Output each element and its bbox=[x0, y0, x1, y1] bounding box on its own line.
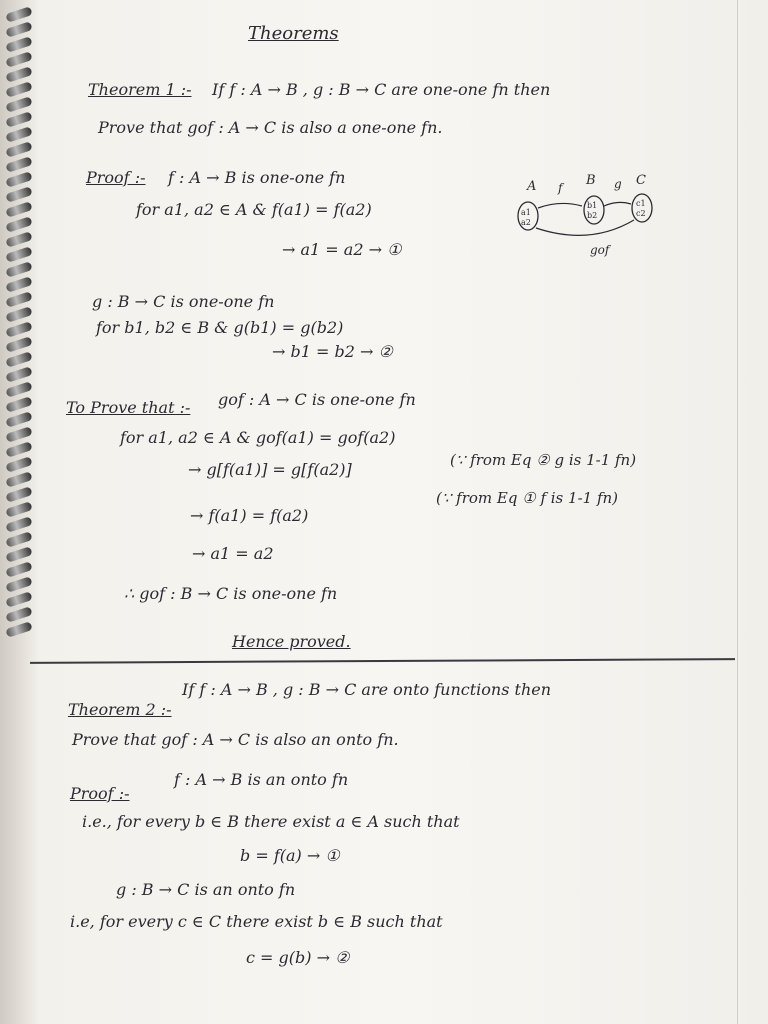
spiral-hole bbox=[5, 156, 33, 173]
diagram-set-b: B bbox=[586, 173, 596, 188]
spiral-hole bbox=[5, 261, 33, 278]
diagram-c2: c2 bbox=[636, 209, 646, 218]
spiral-hole bbox=[5, 531, 33, 548]
spiral-hole bbox=[5, 126, 33, 143]
proof-2-label: Proof :- bbox=[70, 784, 130, 803]
diagram-a2: a2 bbox=[521, 218, 531, 227]
to-prove-line-4: → f(a1) = f(a2) bbox=[190, 506, 309, 525]
spiral-hole bbox=[5, 336, 33, 353]
proof-1-line-4: g : B → C is one-one fn bbox=[92, 292, 275, 311]
spiral-hole bbox=[5, 471, 33, 488]
spiral-hole bbox=[5, 141, 33, 158]
proof-1-line-6: → b1 = b2 → ② bbox=[272, 342, 393, 361]
spiral-hole bbox=[5, 276, 33, 293]
theorem-1-statement-b: Prove that gof : A → C is also a one-one fn. bbox=[98, 118, 443, 137]
spiral-hole bbox=[5, 36, 33, 53]
spiral-binding bbox=[0, 0, 40, 1024]
spiral-hole bbox=[5, 246, 33, 263]
spiral-hole bbox=[5, 366, 33, 383]
diagram-set-a: A bbox=[527, 179, 537, 194]
diagram-map-f: f bbox=[558, 181, 563, 195]
spiral-hole bbox=[5, 306, 33, 323]
proof-2-line-1: f : A → B is an onto fn bbox=[174, 770, 349, 789]
proof-1-line-2: for a1, a2 ∈ A & f(a1) = f(a2) bbox=[136, 200, 372, 219]
proof-2-line-2: i.e., for every b ∈ B there exist a ∈ A such that bbox=[82, 812, 460, 831]
diagram-arrow-g bbox=[604, 202, 631, 206]
spiral-hole bbox=[5, 66, 33, 83]
spiral-hole bbox=[5, 201, 33, 218]
spiral-hole bbox=[5, 171, 33, 188]
section-divider bbox=[30, 658, 735, 664]
diagram-arrow-gof bbox=[536, 220, 634, 235]
spiral-hole bbox=[5, 6, 33, 23]
spiral-hole bbox=[5, 591, 33, 608]
spiral-hole bbox=[5, 516, 33, 533]
spiral-hole bbox=[5, 606, 33, 623]
diagram-b2: b2 bbox=[587, 211, 598, 220]
spiral-hole bbox=[5, 351, 33, 368]
to-prove-line-3: → g[f(a1)] = g[f(a2)] bbox=[188, 460, 352, 479]
theorem-2-statement-b: Prove that gof : A → C is also an onto fn. bbox=[72, 730, 399, 749]
proof-1-line-1: f : A → B is one-one fn bbox=[168, 168, 346, 187]
diagram-c1: c1 bbox=[636, 199, 646, 208]
to-prove-line-1: gof : A → C is one-one fn bbox=[218, 390, 416, 409]
proof-1-line-5: for b1, b2 ∈ B & g(b1) = g(b2) bbox=[96, 318, 344, 337]
spiral-hole bbox=[5, 186, 33, 203]
proof-2-line-6: c = g(b) → ② bbox=[246, 948, 350, 967]
proof-1-line-3: → a1 = a2 → ① bbox=[282, 240, 402, 259]
to-prove-label: To Prove that :- bbox=[66, 398, 191, 417]
spiral-hole bbox=[5, 456, 33, 473]
spiral-hole bbox=[5, 486, 33, 503]
spiral-hole bbox=[5, 546, 33, 563]
spiral-hole bbox=[5, 231, 33, 248]
margin-line bbox=[737, 0, 738, 1024]
page-title: Theorems bbox=[248, 23, 339, 44]
hence-proved: Hence proved. bbox=[232, 632, 351, 651]
diagram-set-c: C bbox=[636, 173, 646, 188]
spiral-hole bbox=[5, 411, 33, 428]
spiral-hole bbox=[5, 576, 33, 593]
proof-2-line-4: g : B → C is an onto fn bbox=[116, 880, 296, 899]
theorem-2-statement-a: If f : A → B , g : B → C are onto functions then bbox=[182, 680, 552, 699]
spiral-hole bbox=[5, 21, 33, 38]
spiral-hole bbox=[5, 291, 33, 308]
composition-diagram bbox=[510, 170, 670, 265]
to-prove-reason-3: (∵ from Eq ② g is 1-1 fn) bbox=[450, 451, 637, 469]
to-prove-reason-4: (∵ from Eq ① f is 1-1 fn) bbox=[436, 489, 619, 507]
diagram-arrow-f bbox=[538, 203, 582, 208]
spiral-hole bbox=[5, 96, 33, 113]
proof-2-line-3: b = f(a) → ① bbox=[240, 846, 340, 865]
spiral-hole bbox=[5, 51, 33, 68]
diagram-b1: b1 bbox=[587, 201, 598, 210]
to-prove-line-5: → a1 = a2 bbox=[192, 544, 274, 563]
diagram-a1: a1 bbox=[521, 208, 531, 217]
to-prove-line-2: for a1, a2 ∈ A & gof(a1) = gof(a2) bbox=[120, 428, 396, 447]
spiral-hole bbox=[5, 81, 33, 98]
spiral-hole bbox=[5, 426, 33, 443]
theorem-1-statement-a: If f : A → B , g : B → C are one-one fn then bbox=[212, 80, 551, 99]
spiral-hole bbox=[5, 321, 33, 338]
theorem-1-label: Theorem 1 :- bbox=[88, 80, 192, 99]
proof-2-line-5: i.e, for every c ∈ C there exist b ∈ B such that bbox=[70, 912, 443, 931]
diagram-map-gof: gof bbox=[590, 243, 610, 257]
proof-1-label: Proof :- bbox=[86, 168, 146, 187]
diagram-map-g: g bbox=[614, 177, 622, 191]
spiral-hole bbox=[5, 501, 33, 518]
theorem-2-label: Theorem 2 :- bbox=[68, 700, 172, 719]
spiral-hole bbox=[5, 396, 33, 413]
spiral-hole bbox=[5, 561, 33, 578]
spiral-hole bbox=[5, 621, 33, 638]
spiral-hole bbox=[5, 216, 33, 233]
to-prove-conclusion: ∴ gof : B → C is one-one fn bbox=[124, 584, 338, 603]
spiral-hole bbox=[5, 381, 33, 398]
spiral-hole bbox=[5, 441, 33, 458]
spiral-hole bbox=[5, 111, 33, 128]
